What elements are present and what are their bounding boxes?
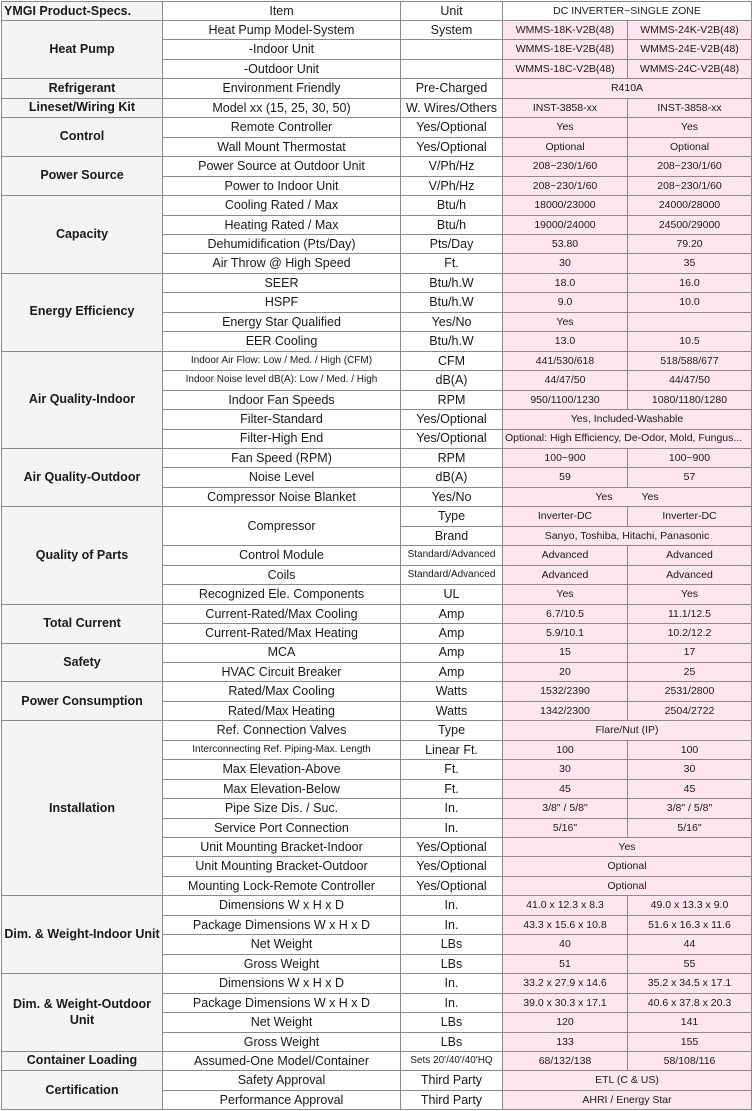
- category-text: Safety: [63, 654, 101, 669]
- spec-row: [2, 507, 752, 526]
- unit-label: Ft.: [401, 779, 503, 798]
- unit-label: Yes/Optional: [401, 876, 503, 895]
- item-label: Unit Mounting Bracket-Indoor: [163, 838, 401, 857]
- value-24k-model: 208~230/1/60: [628, 176, 752, 195]
- value-18k-model: 30: [503, 760, 628, 779]
- item-label: Safety Approval: [163, 1071, 401, 1090]
- item-label: Dimensions W x H x D: [163, 896, 401, 915]
- value-24k-model: 3/8" / 5/8": [628, 799, 752, 818]
- unit-label: V/Ph/Hz: [401, 176, 503, 195]
- unit-label: In.: [401, 896, 503, 915]
- value-24k-model: 44/47/50: [628, 371, 752, 390]
- value-18k-model: 41.0 x 12.3 x 8.3: [503, 896, 628, 915]
- category-text: Power Consumption: [21, 693, 143, 708]
- value-18k-model: 120: [503, 1013, 628, 1032]
- value-24k-model: 1080/1180/1280: [628, 390, 752, 409]
- value-18k-model: 13.0: [503, 332, 628, 351]
- item-label: Indoor Fan Speeds: [163, 390, 401, 409]
- category-text: Dim. & Weight-Outdoor Unit: [13, 996, 151, 1027]
- header-category: YMGI Product-Specs.: [2, 2, 163, 21]
- unit-label: Yes/Optional: [401, 118, 503, 137]
- item-label: -Outdoor Unit: [163, 59, 401, 78]
- category-label: [2, 196, 163, 274]
- item-label: Heat Pump Model-System: [163, 21, 401, 40]
- value-18k-model: 1342/2300: [503, 701, 628, 720]
- item-label: Environment Friendly: [163, 79, 401, 98]
- unit-label: Ft.: [401, 760, 503, 779]
- category-text: Heat Pump: [49, 41, 115, 56]
- unit-label: Amp: [401, 604, 503, 623]
- unit-label: Btu/h: [401, 215, 503, 234]
- unit-label: Amp: [401, 643, 503, 662]
- unit-label: Btu/h.W: [401, 332, 503, 351]
- unit-label: [401, 40, 503, 59]
- value-24k-model: 100~900: [628, 448, 752, 467]
- item-label: Max Elevation-Above: [163, 760, 401, 779]
- value-18k-model: 18.0: [503, 273, 628, 292]
- spec-row: [2, 98, 752, 117]
- value-18k-model: 100: [503, 740, 628, 759]
- category-label: [2, 507, 163, 604]
- item-label: Remote Controller: [163, 118, 401, 137]
- value-24k-model: 35.2 x 34.5 x 17.1: [628, 974, 752, 993]
- unit-label: In.: [401, 799, 503, 818]
- value-18k-model: 45: [503, 779, 628, 798]
- unit-label: dB(A): [401, 371, 503, 390]
- header-item: Item: [163, 2, 401, 21]
- category-text: Power Source: [40, 168, 124, 183]
- unit-label: Yes/Optional: [401, 137, 503, 156]
- unit-label: LBs: [401, 1013, 503, 1032]
- value-18k-model: 6.7/10.5: [503, 604, 628, 623]
- category-text: Installation: [49, 800, 115, 815]
- header-row: [2, 2, 752, 21]
- item-label: Filter-High End: [163, 429, 401, 448]
- spec-row: [2, 118, 752, 137]
- value-24k-model: 10.5: [628, 332, 752, 351]
- item-label: Compressor Noise Blanket: [163, 487, 401, 506]
- value-18k-model: WMMS-18C-V2B(48): [503, 59, 628, 78]
- unit-label: dB(A): [401, 468, 503, 487]
- unit-label: Type: [401, 721, 503, 740]
- unit-label: Amp: [401, 624, 503, 643]
- item-label: Noise Level: [163, 468, 401, 487]
- value-24k-model: WMMS-24C-V2B(48): [628, 59, 752, 78]
- category-label: [2, 643, 163, 682]
- value-24k-model: Yes: [628, 585, 752, 604]
- item-label: Control Module: [163, 546, 401, 565]
- item-label: Energy Star Qualified: [163, 312, 401, 331]
- category-text: Certification: [45, 1082, 119, 1097]
- value-24k-model: 24000/28000: [628, 196, 752, 215]
- item-label: Dehumidification (Pts/Day): [163, 234, 401, 253]
- category-label: [2, 21, 163, 79]
- value-24k-model: 5/16": [628, 818, 752, 837]
- value-24k-model: 141: [628, 1013, 752, 1032]
- value-18k-model: 40: [503, 935, 628, 954]
- category-label: [2, 1052, 163, 1071]
- product-spec-table: [1, 1, 752, 1110]
- shared-value: Yes: [503, 838, 752, 857]
- category-text: Dim. & Weight-Indoor Unit: [4, 926, 160, 941]
- item-label: Performance Approval: [163, 1090, 401, 1109]
- spec-row: [2, 79, 752, 98]
- value-24k-model: 2531/2800: [628, 682, 752, 701]
- item-label: Service Port Connection: [163, 818, 401, 837]
- item-label: Power Source at Outdoor Unit: [163, 157, 401, 176]
- unit-label: In.: [401, 915, 503, 934]
- spec-row: [2, 273, 752, 292]
- unit-label: Pre-Charged: [401, 79, 503, 98]
- category-label: [2, 721, 163, 896]
- category-text: Quality of Parts: [35, 547, 129, 562]
- spec-row: [2, 604, 752, 623]
- value-18k-model: 43.3 x 15.6 x 10.8: [503, 915, 628, 934]
- unit-label: Brand: [401, 526, 503, 545]
- value-24k-model: 10.0: [628, 293, 752, 312]
- category-label: [2, 974, 163, 1052]
- value-18k-model: 44/47/50: [503, 371, 628, 390]
- value-18k-model: WMMS-18E-V2B(48): [503, 40, 628, 59]
- spec-row: [2, 896, 752, 915]
- category-label: [2, 682, 163, 721]
- value-24k-model: 11.1/12.5: [628, 604, 752, 623]
- category-label: [2, 79, 163, 98]
- spec-row: [2, 196, 752, 215]
- value-24k-model: 49.0 x 13.3 x 9.0: [628, 896, 752, 915]
- value-18k-model: Yes: [503, 585, 628, 604]
- value-18k-model: 33.2 x 27.9 x 14.6: [503, 974, 628, 993]
- spec-row: [2, 21, 752, 40]
- value-18k-model: Yes: [503, 312, 628, 331]
- header-model-type: DC INVERTER~SINGLE ZONE: [503, 2, 752, 21]
- value-24k-model: 35: [628, 254, 752, 273]
- category-text: Total Current: [43, 615, 121, 630]
- category-text: Capacity: [55, 226, 109, 241]
- shared-value: Yes, Included-Washable: [503, 410, 752, 429]
- value-24k-model: WMMS-24K-V2B(48): [628, 21, 752, 40]
- spec-row: [2, 643, 752, 662]
- unit-label: Standard/Advanced: [401, 565, 503, 584]
- value-24k-model: Yes: [628, 118, 752, 137]
- unit-label: [401, 59, 503, 78]
- value-18k-model: WMMS-18K-V2B(48): [503, 21, 628, 40]
- unit-label: Pts/Day: [401, 234, 503, 253]
- item-label: HVAC Circuit Breaker: [163, 662, 401, 681]
- value-18k-model: 208~230/1/60: [503, 157, 628, 176]
- category-text: Control: [59, 129, 105, 144]
- value-18k-model: 208~230/1/60: [503, 176, 628, 195]
- item-label: Pipe Size Dis. / Suc.: [163, 799, 401, 818]
- unit-label: RPM: [401, 390, 503, 409]
- unit-label: Yes/Optional: [401, 838, 503, 857]
- value-18k-model: 51: [503, 954, 628, 973]
- spec-row: [2, 682, 752, 701]
- item-label: Recognized Ele. Components: [163, 585, 401, 604]
- unit-label: Linear Ft.: [401, 740, 503, 759]
- unit-label: System: [401, 21, 503, 40]
- item-label: Net Weight: [163, 935, 401, 954]
- category-label: [2, 896, 163, 974]
- value-18k-model: 18000/23000: [503, 196, 628, 215]
- unit-label: LBs: [401, 1032, 503, 1051]
- unit-label: Sets 20'/40'/40'HQ: [401, 1052, 503, 1071]
- value-18k-model: Yes: [503, 118, 628, 137]
- item-label: Package Dimensions W x H x D: [163, 993, 401, 1012]
- unit-label: V/Ph/Hz: [401, 157, 503, 176]
- value-24k-model: 40.6 x 37.8 x 20.3: [628, 993, 752, 1012]
- item-label: Coils: [163, 565, 401, 584]
- unit-label: In.: [401, 818, 503, 837]
- value-18k-model: 39.0 x 30.3 x 17.1: [503, 993, 628, 1012]
- value-24k-model: [628, 312, 752, 331]
- value-18k-model: 53.80: [503, 234, 628, 253]
- spec-row: [2, 448, 752, 467]
- item-label: Fan Speed (RPM): [163, 448, 401, 467]
- item-label: Assumed-One Model/Container: [163, 1052, 401, 1071]
- item-label: Ref. Connection Valves: [163, 721, 401, 740]
- value-24k-model: 51.6 x 16.3 x 11.6: [628, 915, 752, 934]
- unit-label: Watts: [401, 682, 503, 701]
- value-18k-model: Advanced: [503, 565, 628, 584]
- unit-label: CFM: [401, 351, 503, 370]
- category-label: [2, 157, 163, 196]
- value-24k-model: 58/108/116: [628, 1052, 752, 1071]
- value-18k-model: 59: [503, 468, 628, 487]
- value-24k-model: 24500/29000: [628, 215, 752, 234]
- header-unit: Unit: [401, 2, 503, 21]
- value-18k-model: 20: [503, 662, 628, 681]
- item-label: Rated/Max Heating: [163, 701, 401, 720]
- unit-label: Amp: [401, 662, 503, 681]
- value-18k-model: 68/132/138: [503, 1052, 628, 1071]
- item-label: MCA: [163, 643, 401, 662]
- item-label: Heating Rated / Max: [163, 215, 401, 234]
- item-label: Max Elevation-Below: [163, 779, 401, 798]
- unit-label: Watts: [401, 701, 503, 720]
- item-label: Dimensions W x H x D: [163, 974, 401, 993]
- shared-value: Flare/Nut (IP): [503, 721, 752, 740]
- shared-value: ETL (C & US): [503, 1071, 752, 1090]
- item-label: Mounting Lock-Remote Controller: [163, 876, 401, 895]
- item-label: Indoor Air Flow: Low / Med. / High (CFM): [163, 351, 401, 370]
- spec-row: [2, 1052, 752, 1071]
- spec-row: [2, 974, 752, 993]
- value-24k-model: 17: [628, 643, 752, 662]
- item-label: Power to Indoor Unit: [163, 176, 401, 195]
- category-label: [2, 98, 163, 117]
- item-label: Model xx (15, 25, 30, 50): [163, 98, 401, 117]
- value-18k-model: 100~900: [503, 448, 628, 467]
- spec-row: [2, 351, 752, 370]
- shared-value: AHRI / Energy Star: [503, 1090, 752, 1109]
- item-label: Rated/Max Cooling: [163, 682, 401, 701]
- unit-label: Third Party: [401, 1071, 503, 1090]
- category-text: Air Quality-Indoor: [28, 392, 136, 407]
- category-label: [2, 273, 163, 351]
- category-label: [2, 118, 163, 157]
- category-text: Lineset/Wiring Kit: [28, 100, 136, 115]
- item-label: HSPF: [163, 293, 401, 312]
- spec-row: [2, 157, 752, 176]
- value-18k-model: 441/530/618: [503, 351, 628, 370]
- unit-label: Btu/h.W: [401, 273, 503, 292]
- value-18k-model: 19000/24000: [503, 215, 628, 234]
- value-24k-model: Optional: [628, 137, 752, 156]
- value-18k-model: 5/16": [503, 818, 628, 837]
- shared-value: Optional: [503, 857, 752, 876]
- value-18k-model: 3/8" / 5/8": [503, 799, 628, 818]
- category-label: [2, 448, 163, 506]
- value-24k-model: 57: [628, 468, 752, 487]
- value-24k-model: 79.20: [628, 234, 752, 253]
- unit-label: Yes/Optional: [401, 429, 503, 448]
- unit-label: Yes/Optional: [401, 857, 503, 876]
- value-24k-model: Advanced: [628, 565, 752, 584]
- value-24k-model: 44: [628, 935, 752, 954]
- shared-value: R410A: [503, 79, 752, 98]
- value-18k-model: 30: [503, 254, 628, 273]
- value-24k-model: 10.2/12.2: [628, 624, 752, 643]
- item-label: Air Throw @ High Speed: [163, 254, 401, 273]
- value-24k-model: WMMS-24E-V2B(48): [628, 40, 752, 59]
- value-18k-model: Optional: [503, 137, 628, 156]
- shared-value: Optional: [503, 876, 752, 895]
- unit-label: Third Party: [401, 1090, 503, 1109]
- value-24k-model: 16.0: [628, 273, 752, 292]
- unit-label: LBs: [401, 954, 503, 973]
- category-label: [2, 604, 163, 643]
- unit-label: LBs: [401, 935, 503, 954]
- value-24k-model: 30: [628, 760, 752, 779]
- value-18k-model: Advanced: [503, 546, 628, 565]
- item-label: Interconnecting Ref. Piping-Max. Length: [163, 740, 401, 759]
- unit-label: Yes/Optional: [401, 410, 503, 429]
- unit-label: RPM: [401, 448, 503, 467]
- unit-label: Type: [401, 507, 503, 526]
- category-text: Energy Efficiency: [29, 304, 135, 319]
- unit-label: In.: [401, 993, 503, 1012]
- value-24k-model: Advanced: [628, 546, 752, 565]
- item-label: Compressor: [163, 507, 401, 546]
- value-24k-model: 55: [628, 954, 752, 973]
- value-24k-model: 155: [628, 1032, 752, 1051]
- value-18k-model: 15: [503, 643, 628, 662]
- unit-label: Yes/No: [401, 487, 503, 506]
- unit-label: Yes/No: [401, 312, 503, 331]
- category-label: [2, 351, 163, 448]
- item-label: Indoor Noise level dB(A): Low / Med. / High: [163, 371, 401, 390]
- category-text: Air Quality-Outdoor: [23, 469, 141, 484]
- value-24k-model: INST-3858-xx: [628, 98, 752, 117]
- value-18k-model: 9.0: [503, 293, 628, 312]
- value-18k-model: INST-3858-xx: [503, 98, 628, 117]
- item-label: Gross Weight: [163, 1032, 401, 1051]
- value-24k-model: 518/588/677: [628, 351, 752, 370]
- item-label: Wall Mount Thermostat: [163, 137, 401, 156]
- unit-label: W. Wires/Others: [401, 98, 503, 117]
- unit-label: In.: [401, 974, 503, 993]
- unit-label: Btu/h: [401, 196, 503, 215]
- item-label: Gross Weight: [163, 954, 401, 973]
- value-24k-model: 100: [628, 740, 752, 759]
- item-label: Filter-Standard: [163, 410, 401, 429]
- unit-label: Btu/h.W: [401, 293, 503, 312]
- unit-label: Standard/Advanced: [401, 546, 503, 565]
- value-24k-model: 45: [628, 779, 752, 798]
- category-text: Container Loading: [26, 1053, 138, 1068]
- item-label: Unit Mounting Bracket-Outdoor: [163, 857, 401, 876]
- shared-value: Optional: High Efficiency, De-Odor, Mold, Fungus...: [503, 429, 752, 448]
- item-label: Cooling Rated / Max: [163, 196, 401, 215]
- value-18k-model: 5.9/10.1: [503, 624, 628, 643]
- shared-value: Yes Yes: [503, 487, 752, 506]
- value-18k-model: 950/1100/1230: [503, 390, 628, 409]
- unit-label: Ft.: [401, 254, 503, 273]
- value-18k-model: Inverter-DC: [503, 507, 628, 526]
- spec-row: [2, 1071, 752, 1090]
- item-label: Package Dimensions W x H x D: [163, 915, 401, 934]
- spec-row: [2, 721, 752, 740]
- value-24k-model: 2504/2722: [628, 701, 752, 720]
- value-18k-model: 133: [503, 1032, 628, 1051]
- value-24k-model: Inverter-DC: [628, 507, 752, 526]
- value-18k-model: 1532/2390: [503, 682, 628, 701]
- item-label: Current-Rated/Max Heating: [163, 624, 401, 643]
- category-text: Refrigerant: [48, 80, 116, 95]
- item-label: SEER: [163, 273, 401, 292]
- item-label: Current-Rated/Max Cooling: [163, 604, 401, 623]
- unit-label: UL: [401, 585, 503, 604]
- value-24k-model: 208~230/1/60: [628, 157, 752, 176]
- category-label: [2, 1071, 163, 1110]
- item-label: -Indoor Unit: [163, 40, 401, 59]
- item-label: Net Weight: [163, 1013, 401, 1032]
- item-label: EER Cooling: [163, 332, 401, 351]
- shared-value: Sanyo, Toshiba, Hitachi, Panasonic: [503, 526, 752, 545]
- value-24k-model: 25: [628, 662, 752, 681]
